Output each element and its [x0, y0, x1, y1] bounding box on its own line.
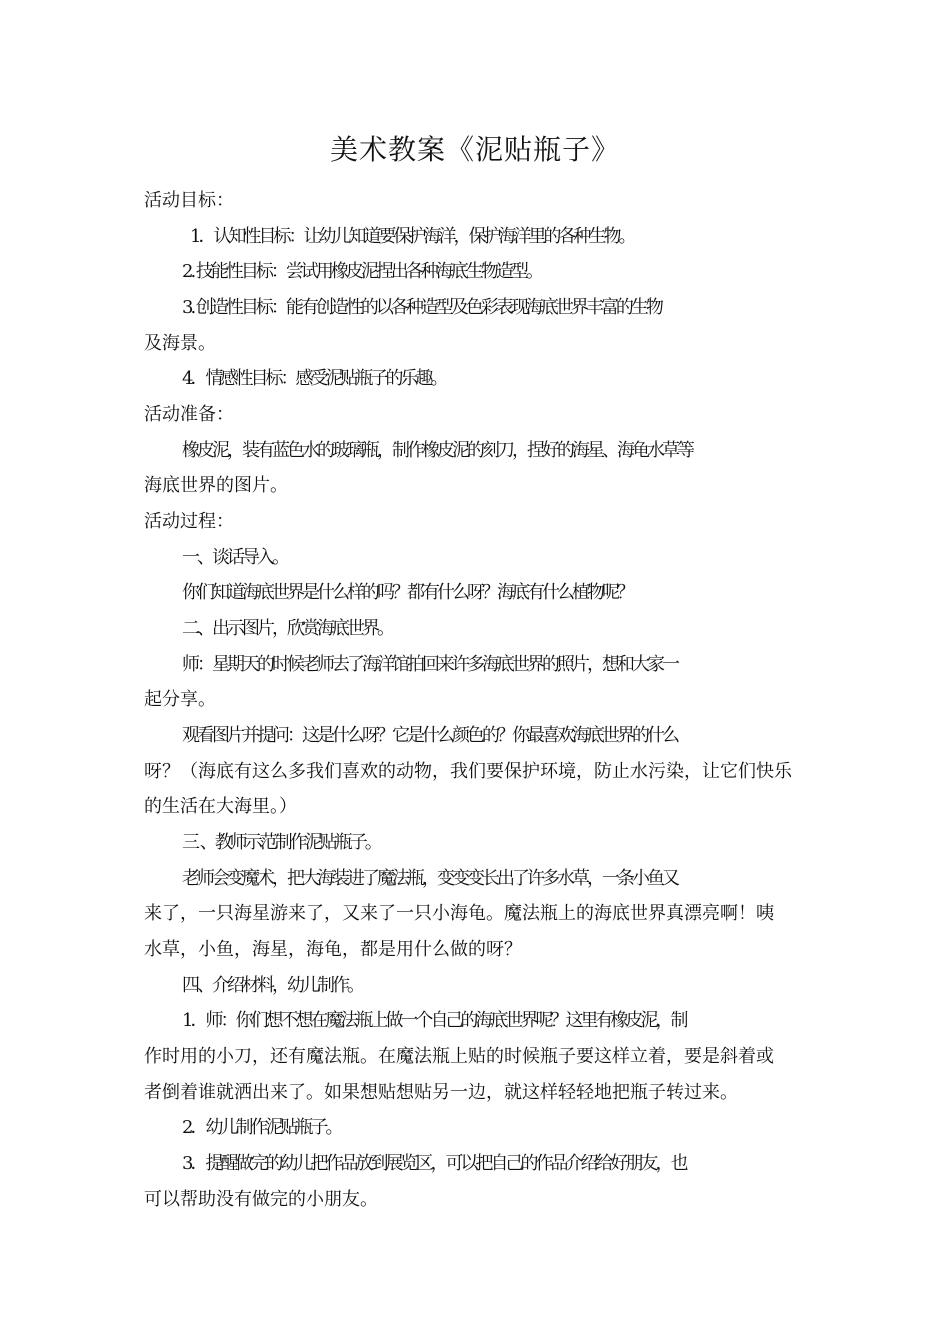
section-heading-preparation: 活动准备：	[144, 404, 234, 425]
paragraph-line: 者倒着谁就洒出来了。如果想贴想贴另一边，就这样轻轻地把瓶子转过来。	[144, 1082, 738, 1103]
paragraph-line: 可以帮助没有做完的小朋友。	[144, 1189, 378, 1210]
paragraph-line: 海底世界的图片。	[144, 475, 288, 496]
paragraph-line: 2. 技能性目标：尝试用橡皮泥捏出各种海底生物造型。	[182, 261, 541, 282]
paragraph-line: 老师会变魔术，把大海装进了魔法瓶，变变变长出了许多水草，一条小鱼又	[182, 868, 677, 889]
document-title: 美术教案《泥贴瓶子》	[329, 133, 620, 166]
paragraph-line: 师：星期天的时候老师去了海洋馆拍回来许多海底世界的照片，想和大家一	[182, 654, 677, 675]
paragraph-line: 1．认知性目标：让幼儿知道要保护海洋，保护海洋里的各种生物。	[190, 226, 634, 247]
paragraph-line: 作时用的小刀，还有魔法瓶。在魔法瓶上贴的时候瓶子要这样立着，要是斜着或	[144, 1046, 774, 1067]
subsection-heading: 一、谈话导入。	[182, 547, 287, 568]
subsection-heading: 四、介绍材料，幼儿制作。	[182, 975, 362, 996]
subsection-heading: 三 、教师示范制作泥贴瓶子。	[182, 832, 380, 853]
paragraph-line: 观看图片并提问：这是什么呀？它是什么颜色的？你最喜欢海底世界的什么	[182, 725, 677, 746]
paragraph-line: 你们知道海底世界是什么样的吗？都有什么呀？海底有什么植物呢？	[182, 582, 632, 603]
paragraph-line: 起分享。	[144, 689, 216, 710]
paragraph-line: 1．师：你们想不想在魔法瓶上做一个自己的海底世界呢？这里有橡皮泥，制	[182, 1010, 686, 1031]
paragraph-line: 2．幼儿制作泥贴瓶子。	[182, 1117, 341, 1138]
paragraph-line: 呀？（海底有这么多我们喜欢的动物，我们要保护环境，防止水污染，让它们快乐	[144, 761, 792, 782]
section-heading-process: 活动过程：	[144, 511, 234, 532]
paragraph-line: 3．提醒做完的幼儿把作品放到展览区，可以把自己的作品介绍给好朋友，也	[182, 1153, 686, 1174]
paragraph-line: 来了，一只海星游来了，又来了一只小海龟。魔法瓶上的海底世界真漂亮啊！咦	[144, 903, 774, 924]
subsection-heading: 二、出示图片，欣赏海底世界。	[182, 618, 392, 639]
paragraph-line: 水草，小鱼，海星，海龟，都是用什么做的呀？	[144, 939, 522, 960]
paragraph-line: 3. 创造性目标：能有创造性的以各种造型及色彩表现海底世界丰富的生物	[182, 297, 661, 318]
paragraph-line: 及海景。	[144, 333, 216, 354]
paragraph-line: 4．情感性目标：感受泥贴瓶子的乐趣。	[182, 368, 446, 389]
section-heading-goals: 活动目标：	[144, 190, 234, 211]
paragraph-line: 的生活在大海里。）	[144, 796, 297, 817]
paragraph-line: 橡皮泥，装有蓝色水的玻璃瓶，制作橡皮泥的刻刀，捏好的海星、海龟水草等	[182, 440, 692, 461]
